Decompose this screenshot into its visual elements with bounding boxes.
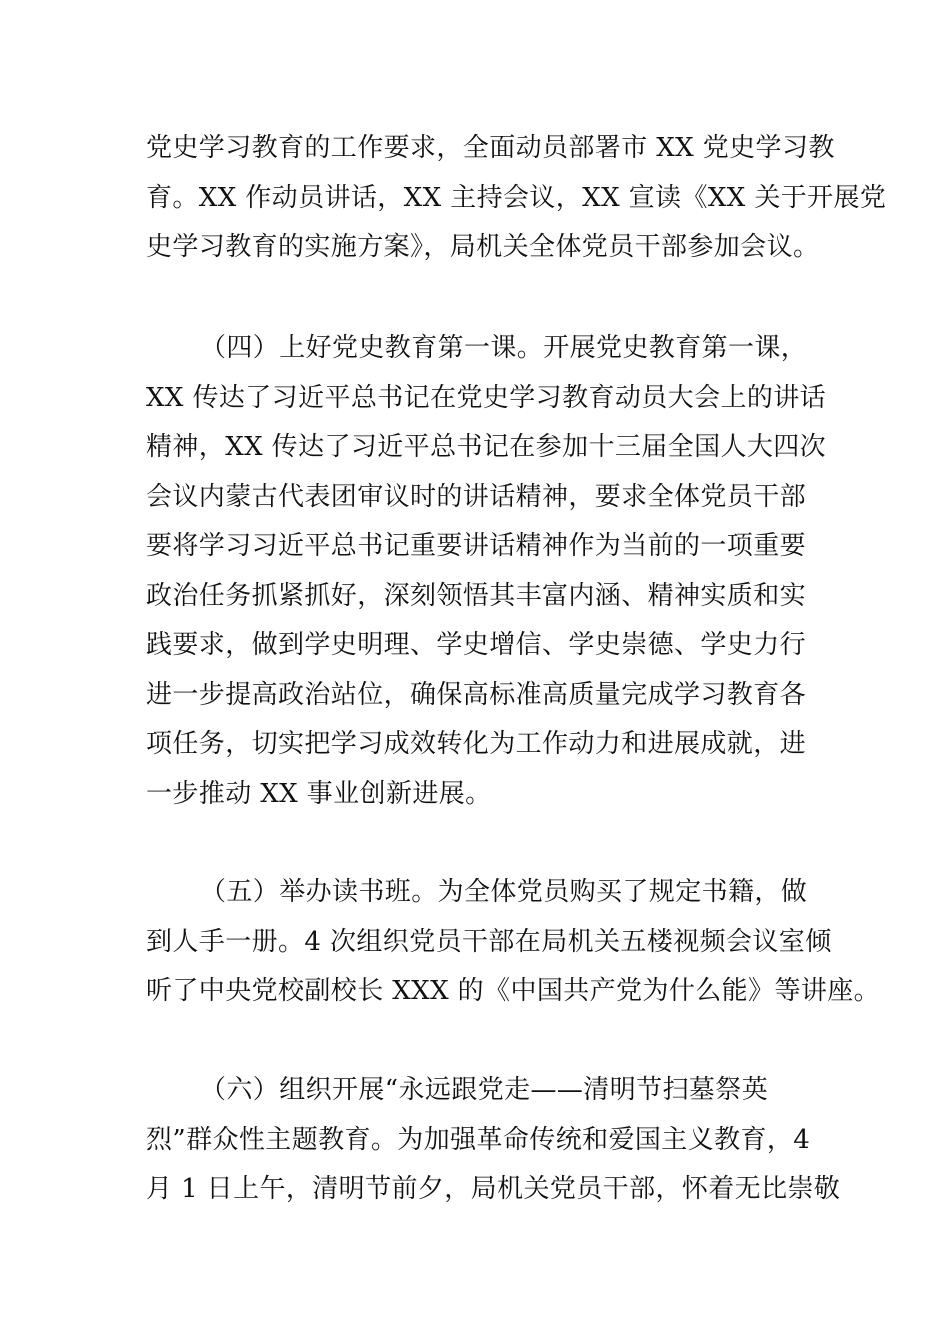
text-line: （五）举办读书班。为全体党员购买了规定书籍，做 — [200, 877, 808, 907]
text-line: 党史学习教育的工作要求，全面动员部署市 XX 党史学习教 — [146, 133, 835, 163]
text-line: 进一步提高政治站位，确保高标准高质量完成学习教育各 — [146, 679, 807, 710]
text-line: 践要求，做到学史明理、学史增信、学史崇德、学史力行 — [146, 630, 807, 660]
text-line: 项任务，切实把学习成效转化为工作动力和进展成就，进 — [146, 729, 807, 759]
text-line: 听了中央党校副校长 XXX 的《中国共产党为什么能》等讲座。 — [146, 976, 881, 1006]
text-line: 史学习教育的实施方案》，局机关全体党员干部参加会议。 — [146, 232, 820, 262]
text-line: 会议内蒙古代表团审议时的讲话精神，要求全体党员干部 — [146, 481, 807, 512]
text-line: 一步推动 XX 事业创新进展。 — [146, 778, 492, 809]
text-line: XX 传达了习近平总书记在党史学习教育动员大会上的讲话 — [146, 382, 827, 413]
text-line: 烈”群众性主题教育。为加强革命传统和爱国主义教育，4 — [146, 1124, 811, 1155]
paragraph-section-4 — [146, 324, 836, 819]
text-line: （四）上好党史教育第一课。开展党史教育第一课， — [200, 333, 808, 363]
text-line: 育。XX 作动员讲话，XX 主持会议，XX 宣读《XX 关于开展党 — [146, 182, 887, 213]
text-line: 到人手一册。4 次组织党员干部在局机关五楼视频会议室倾 — [146, 926, 832, 957]
text-line: 精神，XX 传达了习近平总书记在参加十三届全国人大四次 — [146, 432, 827, 462]
paragraph-section-5 — [146, 868, 881, 1017]
paragraph-continuation — [146, 124, 887, 273]
text-line: 政治任务抓紧抓好，深刻领悟其丰富内涵、精神实质和实 — [146, 580, 807, 611]
text-line: 要将学习习近平总书记重要讲话精神作为当前的一项重要 — [146, 531, 807, 561]
text-line: 月 1 日上午，清明节前夕，局机关党员干部，怀着无比崇敬 — [146, 1174, 841, 1204]
paragraph-section-6 — [146, 1066, 841, 1215]
text-line: （六）组织开展“永远跟党走——清明节扫墓祭英 — [200, 1075, 769, 1105]
